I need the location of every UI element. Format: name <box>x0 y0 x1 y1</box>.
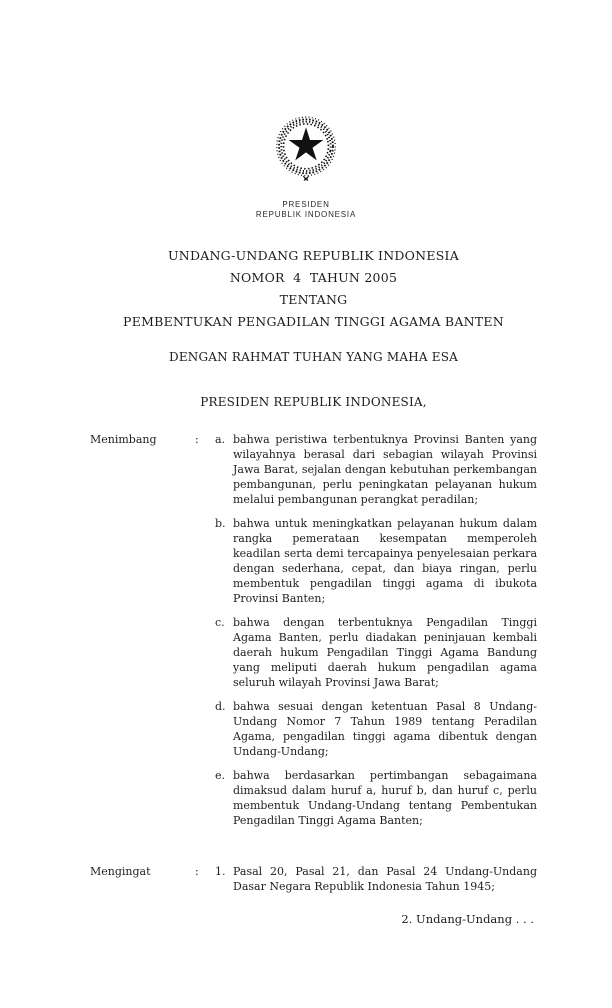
title-line-subject: PEMBENTUKAN PENGADILAN TINGGI AGAMA BANTEN <box>123 314 504 329</box>
authority-line: PRESIDEN REPUBLIK INDONESIA, <box>200 395 427 409</box>
item-text: Pasal 20, Pasal 21, dan Pasal 24 Undang-Undang Dasar Negara Republik Indonesia Tahun 1945; <box>233 865 537 893</box>
considerations-label: Menimbang <box>90 433 157 446</box>
item-text: bahwa sesuai dengan ketentuan Pasal 8 Undang-Undang Nomor 7 Tahun 1989 tentang Peradilan Agama, pengadilan tinggi agama dibentuk dengan Undang-Undang; <box>233 700 537 758</box>
legal-basis-list <box>215 864 537 894</box>
legal-basis-item-1 <box>215 864 537 894</box>
item-text: bahwa berdasarkan pertimbangan sebagaimana dimaksud dalam huruf a, huruf b, dan huruf c, perlu membentuk Undang-Undang tentang Pembentukan Pengadilan Tinggi Agama Banten; <box>233 769 537 827</box>
title-line-tentang: TENTANG <box>279 292 348 307</box>
item-marker: b. <box>215 517 226 530</box>
star-wreath-emblem-icon <box>268 112 344 186</box>
item-marker: e. <box>215 769 226 782</box>
document-title <box>90 245 537 333</box>
emblem-caption-republik-indonesia: REPUBLIK INDONESIA <box>255 209 357 219</box>
item-marker: 1. <box>215 865 226 878</box>
emblem-caption <box>0 200 612 219</box>
considerations-colon: : <box>195 433 199 446</box>
presidential-emblem <box>0 112 612 219</box>
considerations-list <box>215 432 537 828</box>
legal-basis-label: Mengingat <box>90 865 151 878</box>
title-line-act-name: UNDANG-UNDANG REPUBLIK INDONESIA <box>167 248 460 263</box>
title-line-number-year: NOMOR 4 TAHUN 2005 <box>229 270 398 285</box>
invocation-line: DENGAN RAHMAT TUHAN YANG MAHA ESA <box>169 350 458 364</box>
consideration-item-c <box>215 615 537 690</box>
considerations-section <box>90 432 537 828</box>
item-text: bahwa dengan terbentuknya Pengadilan Tinggi Agama Banten, perlu diadakan peninjauan kembali daerah hukum Pengadilan Tinggi Agama Bandung yang meliputi daerah hukum pengadilan agama seluruh wilayah Provinsi Jawa Barat; <box>233 616 537 689</box>
consideration-item-e <box>215 768 537 828</box>
item-marker: d. <box>215 700 226 713</box>
item-text: bahwa untuk meningkatkan pelayanan hukum dalam rangka pemerataan kesempatan memperoleh keadilan serta demi tercapainya penyelesaian perkara dengan sederhana, cepat, dan biaya ringan, perlu membentuk pengadilan tinggi agama di ibukota Provinsi Banten; <box>233 517 537 605</box>
legal-basis-colon: : <box>195 865 199 878</box>
page-catchword: 2. Undang-Undang . . . <box>401 912 534 926</box>
item-text: bahwa peristiwa terbentuknya Provinsi Banten yang wilayahnya berasal dari sebagian wilayah Provinsi Jawa Barat, sejalan dengan kebutuhan perkembangan pembangunan, perlu peningkatan pelayanan hukum melalui pembangunan perangkat peradilan; <box>233 433 537 506</box>
item-marker: a. <box>215 433 226 446</box>
emblem-caption-presiden: PRESIDEN <box>282 200 330 209</box>
consideration-item-a <box>215 432 537 507</box>
consideration-item-b <box>215 516 537 606</box>
consideration-item-d <box>215 699 537 759</box>
legal-basis-section <box>90 864 537 894</box>
item-marker: c. <box>215 616 225 629</box>
document-body <box>90 245 537 894</box>
